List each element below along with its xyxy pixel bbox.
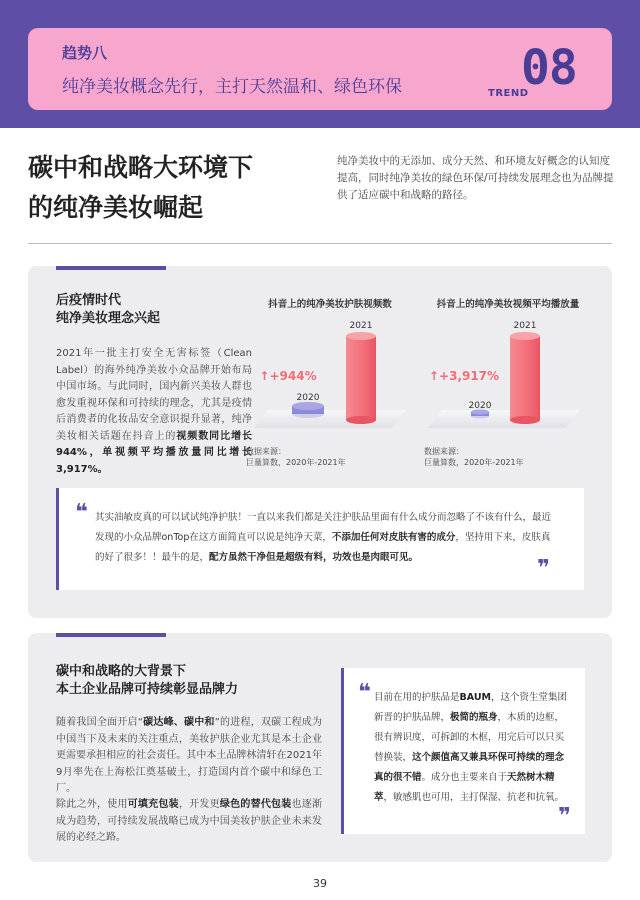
chart-source-line: 巨量算数，2020年-2021年 (246, 458, 346, 467)
quote-highlight: 这个颜值高又兼具环保可持续的理念真的很不错 (374, 752, 565, 783)
section-title-line: 纯净美妆理念兴起 (56, 311, 161, 326)
chart-avg-views (424, 296, 592, 476)
page-title (28, 148, 328, 228)
chart-source (246, 446, 346, 468)
bar-top-2020 (292, 402, 324, 410)
body-text: 2021年一批主打安全无害标签（Clean Label）的海外纯净美妆小众品牌开始布局中国市场。与此同时，国内新兴美妆人群也愈发重视环保和可持续的理念，尤其是疫情后消费者的化妆品安全意识提升显著，纯净美妆相关话题在抖音上的 (56, 348, 252, 442)
tick-label-2020: 2020 (296, 393, 320, 403)
quote-close-icon: ❞ (537, 556, 550, 581)
body-text: ”的进程，双碳工程成为中国当下及未来的关注重点，美妆护肤企业尤其是本土企业更需要承担相应的社会责任。其中本土品牌林清轩在2021年9月率先在上海松江奠基破土，打造国内首个碳中和绿色工厂。 (56, 717, 323, 794)
chart-title: 抖音上的纯净美妆护肤视频数 (268, 299, 392, 310)
body-text: 也逐渐成为趋势，可持续发展战略已成为中国美妆护肤企业未来发展的必经之路。 (56, 799, 323, 843)
page-title-line: 的纯净美妆崛起 (28, 193, 204, 222)
chart-video-count-svg (246, 314, 414, 444)
chart-source-line: 巨量算数，2020年-2021年 (424, 458, 524, 467)
bar-top-2021 (510, 332, 540, 340)
chart-source-line: 数据来源： (246, 447, 286, 456)
trend-label: 趋势八 (62, 44, 108, 62)
quote-text (95, 508, 555, 568)
section-title-line: 后疫情时代 (56, 293, 122, 308)
body-highlight: 绿色的替代包装 (219, 799, 292, 810)
section-accent-bar (56, 633, 166, 637)
consumer-quote (56, 488, 584, 590)
quote-text (374, 688, 570, 808)
trend-number: 08 (521, 40, 577, 96)
section-body (56, 797, 322, 847)
quote-text-part: ，敏感肌也可用，主打保湿、抗老和抗氧。 (383, 792, 565, 803)
quote-close-icon: ❞ (558, 804, 571, 829)
page-title-line: 碳中和战略大环境下 (28, 153, 254, 182)
chart-avg-views-svg (424, 314, 592, 444)
tick-label-2021: 2021 (349, 321, 373, 331)
quote-highlight: 配方虽然干净但是超级有料，功效也是肉眼可见。 (209, 552, 419, 563)
section-title (56, 292, 160, 328)
quote-open-icon: ❝ (358, 680, 371, 705)
tick-label-2020: 2020 (468, 401, 492, 411)
quote-highlight: BAUM (459, 692, 491, 703)
trend-subtitle: 纯净美妆概念先行，主打天然温和、绿色环保 (62, 77, 402, 97)
body-text: ，开发更 (178, 799, 220, 810)
chart-source (424, 446, 524, 468)
change-label: ↑+3,917% (428, 369, 500, 383)
tick-label-2021: 2021 (513, 321, 537, 331)
page-number: 39 (313, 877, 327, 890)
quote-text-part: ，木质的边框，很有辨识度，可拆卸的木框，用完后可以只买替换装， (374, 712, 565, 763)
bar-base-2021 (346, 416, 376, 424)
section-body (56, 346, 252, 478)
body-highlight: 碳达峰、碳中和 (142, 717, 215, 728)
body-highlight: 可填充包装 (127, 799, 179, 810)
chart-platform (428, 410, 580, 428)
bar-top-2021 (346, 332, 376, 340)
quote-text-part: 其实油敏皮真的可以试试纯净护肤！一直以来我们都是关注护肤品里面有什么成分而忽略了不该有什么，最近发现的小众品牌onTop在这方面简直可以说是纯净天菜， (95, 512, 552, 543)
quote-text-part: ，这个资生堂集团新晋的护肤品牌， (374, 692, 567, 723)
quote-highlight: 极简的瓶身 (450, 712, 498, 723)
quote-text-part: ，坚持用下来，皮肤真的好了很多！！最牛的是， (95, 532, 551, 563)
trend-word: TREND (488, 88, 529, 99)
quote-highlight: 不添加任何对皮肤有害的成分 (331, 532, 456, 543)
quote-text-part: 目前在用的护肤品是 (374, 692, 460, 703)
trend-header-card (28, 28, 612, 110)
chart-video-count (246, 296, 414, 476)
bar-2021 (346, 336, 376, 420)
brand-quote (341, 668, 585, 834)
section-accent-bar (56, 266, 166, 270)
chart-platform (254, 410, 406, 428)
page-intro: 纯净美妆中的无添加、成分天然、和环境友好概念的认知度提高，同时纯净美妆的绿色环保/可持续发展理念也为品牌提供了适应碳中和战略的路径。 (337, 155, 614, 201)
section-body (56, 715, 322, 798)
bar-2021 (510, 336, 540, 420)
body-highlight: 视频数同比增长944%，单视频平均播放量同比增长3,917%。 (56, 430, 253, 475)
section-title (56, 663, 238, 699)
body-text: 随着我国全面开启“ (56, 717, 143, 728)
quote-highlight: 天然树木精萃 (374, 772, 555, 803)
section-title-line: 碳中和战略的大背景下 (56, 664, 187, 679)
change-label: ↑+944% (259, 369, 317, 383)
divider (28, 243, 612, 244)
chart-title: 抖音上的纯净美妆视频平均播放量 (436, 299, 580, 310)
bar-base-2021 (510, 416, 540, 424)
section-title-line: 本土企业品牌可持续彰显品牌力 (56, 682, 239, 697)
body-text: 除此之外，使用 (56, 799, 128, 810)
quote-open-icon: ❝ (75, 500, 88, 525)
chart-source-line: 数据来源： (424, 447, 464, 456)
quote-text-part: 。成分也主要来自于 (421, 772, 508, 783)
